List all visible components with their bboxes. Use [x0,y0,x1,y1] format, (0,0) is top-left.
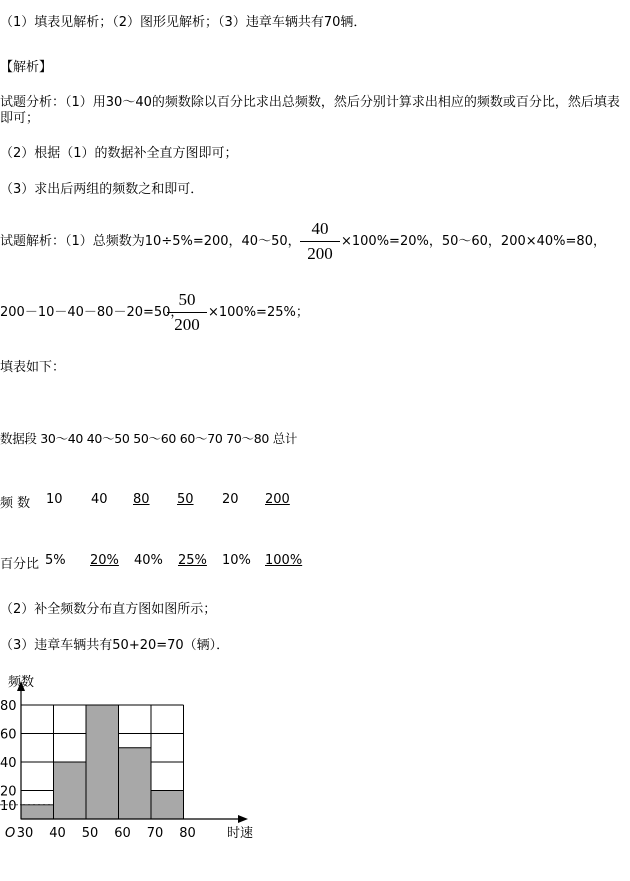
histogram-bar [21,805,54,819]
solution-line2-b: ×100%=25%； [208,305,309,320]
percentage-cell: 10% [222,553,251,568]
x-tick-label: 40 [49,826,66,841]
histogram-bar [54,762,87,819]
origin-label: O [5,826,16,841]
frequency-cell-filled: 50 [177,492,194,507]
fraction-50-over-200 [167,290,207,335]
y-axis-label: 频数 [8,675,35,690]
percentage-cell-filled: 20% [90,553,119,568]
x-tick-label: 80 [179,826,196,841]
frequency-cell: 20 [222,492,239,507]
y-tick-label: 80 [0,699,17,714]
section-label: 【解析】 [0,60,53,75]
histogram-bar [151,791,184,820]
x-tick-label: 60 [114,826,131,841]
answer-line: （1）填表见解析；（2）图形见解析；（3）违章车辆共有70辆． [0,15,367,30]
conclusion-part2: （2）补全频数分布直方图如图所示； [0,602,217,617]
conclusion-part3: （3）违章车辆共有50+20=70（辆）． [0,638,230,653]
percentage-cell-filled: 100% [265,553,303,568]
frequency-cell: 40 [91,492,108,507]
y-tick-label: 20 [0,784,17,800]
y-tick-label: 40 [0,756,17,771]
fraction-numerator: 50 [178,290,196,309]
fraction-numerator: 40 [311,219,329,238]
x-axis-arrow [238,815,248,823]
histogram-bar [119,748,152,819]
x-tick-label: 50 [81,826,99,841]
y-tick-label: 10 [0,798,17,814]
table-header-row: 数据段 30～40 40～50 50～60 60～70 70～80 总计 [0,431,298,446]
x-tick-label: 30 [16,826,34,841]
percentage-cell: 40% [134,553,163,568]
x-axis-label: 时速 [227,826,254,841]
fraction-bar [167,312,207,313]
analysis-intro: 试题分析：（1）用30～40的频数除以百分比求出总频数，然后分别计算求出相应的频数或百分比，然后填表即可； [0,95,620,126]
analysis-step3: （3）求出后两组的频数之和即可． [0,182,204,197]
x-tick-label: 70 [146,826,164,841]
percentage-cell: 5% [45,553,66,568]
frequency-row-label: 频 数 [0,496,31,511]
histogram-bar [86,705,119,819]
fraction-denominator: 200 [174,315,200,334]
y-tick-label: 60 [0,727,17,743]
percentage-cell-filled: 25% [178,553,207,568]
analysis-step2: （2）根据（1）的数据补全直方图即可； [0,146,238,161]
frequency-histogram [0,673,270,873]
fill-table-label: 填表如下： [0,360,66,375]
solution-line2-a: 200－10－40－80－20=50， [0,305,184,320]
fraction-40-over-200 [300,219,340,264]
frequency-cell-filled: 200 [265,492,290,507]
solution-line1-a: 试题解析：（1）总频数为10÷5%=200，40～50， [0,234,301,249]
percentage-row-label: 百分比 [0,557,40,572]
frequency-cell: 10 [46,492,63,507]
solution-line1-b: ×100%=20%，50～60，200×40%=80， [341,234,606,249]
frequency-cell-filled: 80 [133,492,150,507]
fraction-bar [300,241,340,242]
fraction-denominator: 200 [307,244,333,263]
